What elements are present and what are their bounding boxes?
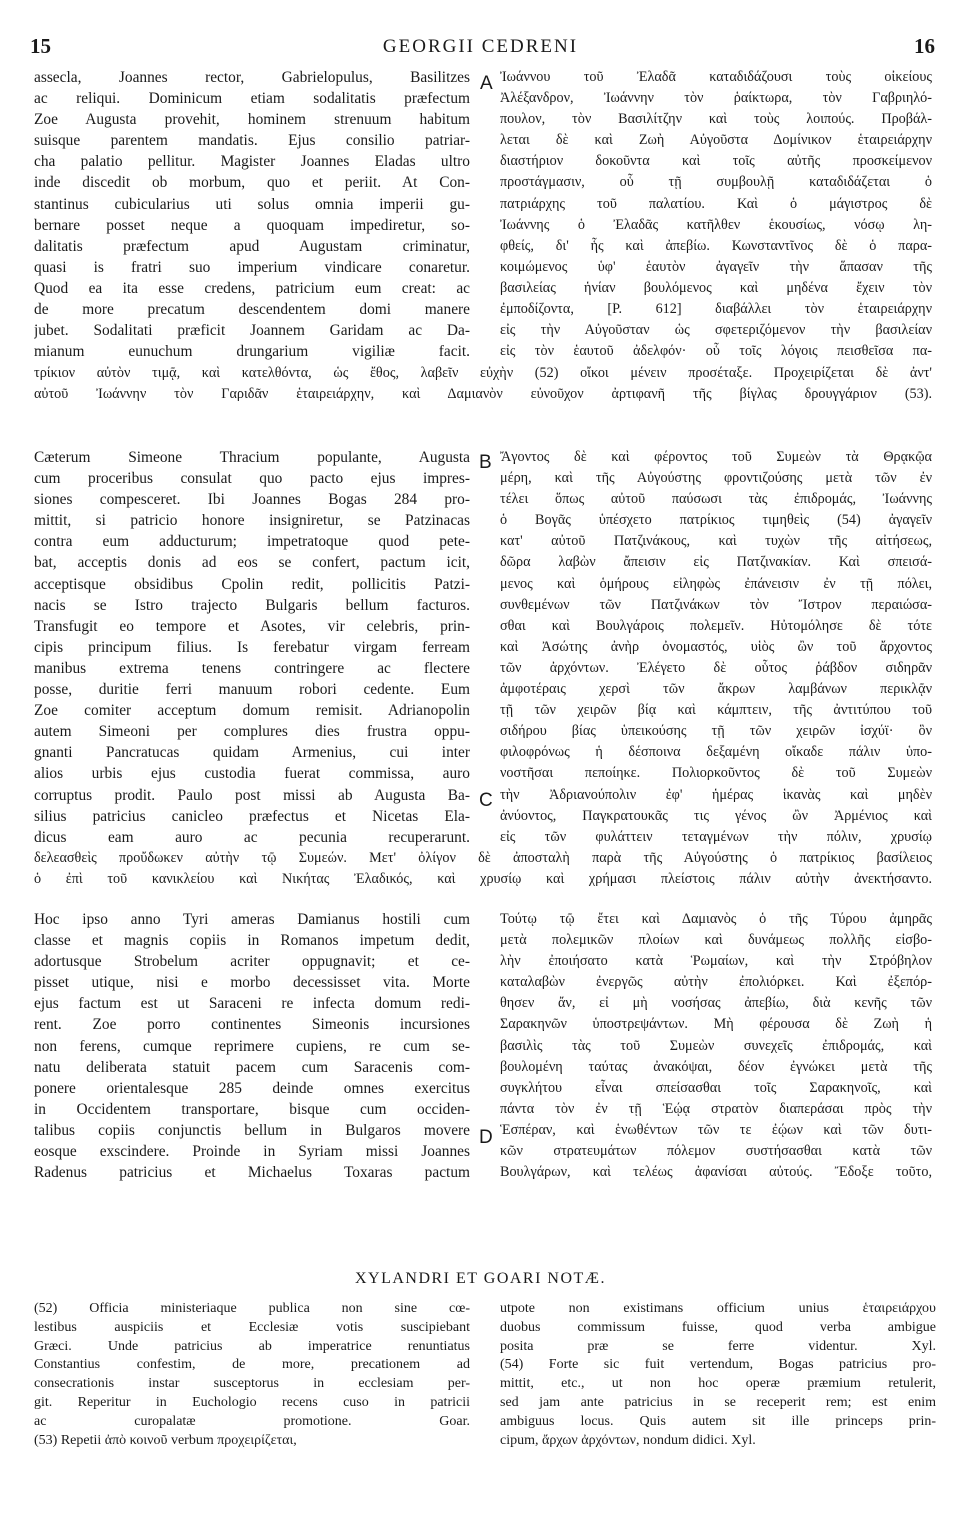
greek-text-line: τῶν ἀρχόντων. Ἐλέγετο δὲ οὗτος ῥάβδον σιδηρᾶν bbox=[500, 659, 932, 676]
margin-marker-c: C bbox=[479, 790, 493, 811]
greek-fullwidth-section-2 bbox=[34, 848, 932, 890]
greek-text-line: Ἄγοντος δὲ καὶ φέροντος τοῦ Συμεὼν τὰ Θρᾳκῷα bbox=[500, 449, 932, 465]
latin-text-line: cum proceribus consulat quo pacto ejus impres- bbox=[34, 470, 470, 488]
latin-text-line: mianum eunuchum drungarium vigiliæ facit. bbox=[34, 343, 470, 361]
latin-text-line: assecla, Joannes rector, Gabrielopulus, Basilitzes bbox=[34, 69, 470, 86]
greek-text-line: Ἀλέξανδρον, Ἰωάννην τὸν ῥαίκτωρα, τὸν Γαβριηλό- bbox=[500, 90, 932, 107]
greek-text-line: ὁ Βογᾶς ὑπέσχετο πατρίκιος τιμηθεὶς (54) ἀγαγεῖν bbox=[500, 512, 932, 529]
latin-text-line: acceptisque obsidibus Cpolin redit, pollicitis Patzi- bbox=[34, 575, 470, 593]
greek-text-line: μετὰ πολεμικῶν πλοίων καὶ δυνάμεως πολλῆς εἰσβο- bbox=[500, 932, 932, 949]
greek-text-line: τῇ τῶν χειρῶν βίᾳ καὶ κάμπτειν, τῆς ἀντιτύπου τοῦ bbox=[500, 702, 932, 719]
note-text-line: cipum, ἄρχων ἀρχόντων, nondum didici. Xyl. bbox=[500, 1432, 756, 1448]
greek-text-line: συγκλήτου εἶναι σπείσασθαι τοῖς Σαρακηνοῖς, καὶ bbox=[500, 1079, 932, 1096]
latin-text-line: Zoe Augusta provehit, hominem strenuum habitum bbox=[34, 111, 470, 129]
note-text-line: ac curopalatæ promotione. Goar. bbox=[34, 1413, 470, 1429]
note-text-line: Constantius confestim, de more, precationem ad bbox=[34, 1357, 470, 1373]
latin-text-line: in Occidentem transportare, bisque cum occiden- bbox=[34, 1100, 470, 1118]
latin-text-line: eosque exscindere. Proinde in Syriam missi Joannes bbox=[34, 1143, 470, 1161]
latin-text-line: cipis principum filius. Is ferebatur virgam ferream bbox=[34, 638, 470, 656]
latin-text-line: natu deliberata statuit pacem cum Saracenis com- bbox=[34, 1058, 470, 1076]
latin-text-line: pisset utique, nisi e morbo decessisset vita. Morte bbox=[34, 974, 470, 992]
greek-text-line: λὴν ἐποιήσατο κατὰ Ῥωμαίων, καὶ τὴν Στρόβηλον bbox=[500, 953, 932, 970]
page-title: GEORGII CEDRENI bbox=[382, 36, 579, 57]
note-text-line: duobus commissum fuisse, quod verba ambigue bbox=[500, 1319, 936, 1335]
greek-text-line: ἐμποδίζοντα, [P. 612] διαβάλλει τὸν ἑταιρειάρχην bbox=[500, 301, 932, 318]
margin-marker-b: B bbox=[479, 452, 492, 473]
latin-text-line: adortusque Strobelum acriter oppugnavit; et ce- bbox=[34, 953, 470, 971]
greek-text-line: τὴν Ἀδριανούπολιν ἐφ' ἡμέρας ἱκανὰς καὶ μηδὲν bbox=[500, 786, 932, 803]
greek-text-line: βασιλὶς τὰς τοῦ Συμεὼν συνεχεῖς ἐπιδρομάς, καὶ bbox=[500, 1037, 932, 1054]
latin-text-line: Cæterum Simeone Thracium populante, Augusta bbox=[34, 449, 470, 466]
note-text-line: (53) Repetii ἀπὸ κοινοῦ verbum προχειρίζεται, bbox=[34, 1432, 297, 1448]
latin-text-line: Zoe comiter acceptum domum remisit. Adrianopolin bbox=[34, 702, 470, 720]
greek-text-line: δελεασθεὶς προὔδωκεν αὐτὴν τῷ Συμεών. Μετ' ὀλίγον δὲ ἀποσταλὴ παρὰ τῆς Αὐγούστης ὁ πατρίκιος βασίλειος bbox=[34, 850, 932, 866]
page-number-right: 16 bbox=[914, 34, 935, 58]
greek-text-line: φιλοφρόνως ἡ δέσποινα δεξαμένη οἴκαδε πάλιν ὑπο- bbox=[500, 744, 932, 761]
latin-text-line: classe et magnis copiis in Romanos impetum dedit, bbox=[34, 932, 470, 950]
latin-text-line: inde discedit ob morbum, quo et periit. At Con- bbox=[34, 174, 470, 192]
greek-text-line: Ἑσπέραν, καὶ ἑνωθέντων τῶν τε ἐῴων καὶ τῶν δυτι- bbox=[500, 1121, 932, 1138]
latin-text-line: quasi is fratri suo imperium vindicare conaretur. bbox=[34, 258, 470, 276]
greek-column-section-1 bbox=[500, 67, 932, 362]
greek-text-line: βουλομένη ταύτας ἀνακόψαι, δέον ἐγνώκει μετὰ τῆς bbox=[500, 1058, 932, 1075]
latin-text-line: nacis se Istro trajecto Bulgaris bellum facturos. bbox=[34, 596, 470, 614]
greek-text-line: Ἰωάννου τοῦ Ἐλαδᾶ καταδιδάζουσι τοὺς οἰκείους bbox=[500, 69, 932, 85]
note-text-line: (54) Forte sic fuit vertendum, Bogas patricius pro- bbox=[500, 1357, 936, 1373]
running-header bbox=[14, 34, 947, 60]
latin-text-line: ponere orientalesque 285 deinde omnes exercitus bbox=[34, 1079, 470, 1097]
greek-text-line: σιδήρου βίας ὑπεικούσης τῇ τῶν χειρῶν ἰσχύϊ· ὃν bbox=[500, 723, 932, 740]
latin-text-line: Quod ea ita esse credens, patricium eum creat: ac bbox=[34, 279, 470, 297]
latin-text-line: dalitatis præfectum apud Augustam criminatur, bbox=[34, 237, 470, 255]
latin-text-line: silius patricius canicleo præfectus et Nicetas Ela- bbox=[34, 807, 470, 825]
latin-text-line: dicus eam auro ac pecunia recuperarunt. bbox=[34, 828, 470, 846]
greek-text-line: κοιμώμενος ὑφ' ἑαυτὸν ἀγαγεῖν τὴν ἅπασαν τῆς bbox=[500, 258, 932, 275]
greek-text-line: θησεν ἄν, εἰ μὴ νοσήσας ἀπεβίω, διὰ κενῆς τῶν bbox=[500, 995, 932, 1012]
latin-text-line: ejus factum est ut Saraceni re infecta domum redi- bbox=[34, 995, 470, 1013]
greek-text-line: ἀνύοντος, Παγκρατουκᾶς τις γένος ὢν Ἀρμένιος καὶ bbox=[500, 807, 932, 824]
latin-text-line: autem Simeoni per complures dies frustra oppu- bbox=[34, 723, 470, 741]
greek-fullwidth-section-1 bbox=[34, 363, 932, 405]
latin-text-line: gnanti Pancratucas quidam Armenius, cui inter bbox=[34, 744, 470, 762]
latin-text-line: de more precatum descendentem domi manere bbox=[34, 301, 470, 319]
greek-text-line: πατριάρχης τοῦ παλατίου. Καὶ ὁ μάγιστρος δὲ bbox=[500, 195, 932, 212]
greek-text-line: νοστῆσαι πεποίηκε. Πολιορκοῦντος δὲ τοῦ Συμεὼν bbox=[500, 765, 932, 782]
note-text-line: consecrationis instar susceptorus in ecclesiam per- bbox=[34, 1376, 470, 1392]
greek-text-line: ὁ ἐπὶ τοῦ κανικλείου καὶ Νικήτας Ἐλαδικός, καὶ χρυσίῳ καὶ χρήμασι πλείστοις πάλιν αὐτὴν ἀνεκτήσαντο. bbox=[34, 871, 932, 888]
latin-text-line: posse, duritie ferri manuum robori cedente. Eum bbox=[34, 681, 470, 699]
greek-text-line: δῶρα λαβὼν ἄπεισιν εἰς Πατζινακίαν. Καὶ σπεισά- bbox=[500, 554, 932, 571]
latin-text-line: corruptus prodit. Paulo post missi ab Augusta Ba- bbox=[34, 786, 470, 804]
latin-text-line: mittit, si patricio honore insigniretur, se Patzinacas bbox=[34, 512, 470, 530]
latin-text-line: siones compesceret. Ibi Joannes Bogas 284 pro- bbox=[34, 491, 470, 509]
latin-text-line: cha palatio pellitur. Magister Joannes Eladas ultro bbox=[34, 153, 470, 171]
note-text-line: Græci. Unde patricius ab imperatrice renuntiatus bbox=[34, 1338, 470, 1354]
greek-text-line: Ἰωάννης ὁ Ἐλαδᾶς κατῆλθεν ἑκουσίως, νόσῳ λη- bbox=[500, 216, 932, 233]
latin-column-section-2 bbox=[34, 447, 470, 848]
latin-text-line: alios urbis ejus custodia fuerat commissa, auro bbox=[34, 765, 470, 783]
note-text-line: ambiguus locus. Quis autem sit ille princeps prin- bbox=[500, 1413, 936, 1429]
greek-text-line: συνθεμένων τῶν Πατζινάκων τὸν Ἴστρον περαιώσα- bbox=[500, 596, 932, 613]
latin-column-section-3 bbox=[34, 909, 470, 1183]
latin-text-line: non ferens, cumque reprimere cupiens, re cum se- bbox=[34, 1037, 470, 1055]
greek-text-line: πάντα τὸν ἐν τῇ Ἑῴᾳ στρατὸν διαπεράσαι πρὸς τὴν bbox=[500, 1100, 932, 1117]
greek-text-line: μενος καὶ ὁμήρους εἰληφὼς ἐπάνεισιν ἐν τῇ πόλει, bbox=[500, 575, 932, 592]
greek-text-line: τρίκιον αὐτὸν τιμᾷ, καὶ κατελθόντα, ὡς ἔθος, λαβεῖν εὐχὴν (52) οἴκοι μένειν προσέταξε. Προχειρίζεται δὲ ἀντ' bbox=[34, 365, 932, 381]
greek-text-line: κατ' αὐτοῦ Πατζινάκους, καὶ τυχὼν τῆς αἰτήσεως, bbox=[500, 533, 932, 550]
greek-text-line: Τούτῳ τῷ ἔτει καὶ Δαμιανὸς ὁ τῆς Τύρου ἀμηρᾶς bbox=[500, 911, 932, 927]
margin-marker-d: D bbox=[479, 1127, 493, 1148]
latin-text-line: jubet. Sodalitati præficit Joannem Garidam ac Da- bbox=[34, 322, 470, 340]
latin-text-line: talibus copiis conjunctis bellum in Bulgaros movere bbox=[34, 1121, 470, 1139]
greek-text-line: εἰς τὴν Αὐγοῦσταν ὡς σφετεριζόμενον τὴν βασιλείαν bbox=[500, 322, 932, 339]
note-text-line: git. Reperitur in Euchologio recens cuso in patricii bbox=[34, 1394, 470, 1410]
latin-text-line: rent. Zoe porro continentes Simeonis incursiones bbox=[34, 1016, 470, 1034]
greek-text-line: καὶ Ἀσώτης ἀνὴρ ὀνομαστός, υἱὸς ὢν τοῦ ἄρχοντος bbox=[500, 638, 932, 655]
latin-column-section-1 bbox=[34, 67, 470, 362]
greek-text-line: Βουλγάρων, καὶ τελέως ἀφανίσαι αὐτούς. Ἔδοξε τοῦτο, bbox=[500, 1164, 932, 1181]
latin-text-line: ac reliqui. Dominicum etiam sodalitatis præfectum bbox=[34, 90, 470, 108]
greek-text-line: μέρη, καὶ τῆς Αὐγούστης φροντιζούσης μετὰ τῶν ἐν bbox=[500, 470, 932, 487]
greek-text-line: φθείς, δι' ἧς καὶ ἀπεβίω. Κωνσταντῖνος δὲ ὁ παρα- bbox=[500, 237, 932, 254]
latin-text-line: contra eum adducturum; impetratoque quod pete- bbox=[34, 533, 470, 551]
latin-text-line: Transfugit eo tempore et Asotes, vir celebris, prin- bbox=[34, 617, 470, 635]
greek-text-line: λεται δὲ καὶ Ζωὴ Αὐγοῦστα Δομίνικον ἑταιρειάρχην bbox=[500, 132, 932, 149]
greek-text-line: ἀμφοτέραις χερσὶ τῶν ἄκρων λαμβάνων περικλᾷν bbox=[500, 681, 932, 698]
latin-text-line: suisque parentem mandatis. Ejus consilio patriar- bbox=[34, 132, 470, 150]
note-text-line: mittit, etc., ut non hoc operæ præmium retulerit, bbox=[500, 1376, 936, 1392]
latin-text-line: bat, acceptis donis ad eos se confert, pactum icit, bbox=[34, 554, 470, 572]
greek-text-line: σθαι καὶ Βουλγάροις πολεμεῖν. Ηὐτομόλησε δὲ τότε bbox=[500, 617, 932, 634]
greek-text-line: κῶν στρατευμάτων πόλεμον συστήσασθαι κατὰ τῶν bbox=[500, 1143, 932, 1160]
greek-column-section-2 bbox=[500, 447, 932, 848]
note-text-line: sed jam ante patricius in se receperit rem; est enim bbox=[500, 1394, 936, 1410]
note-text-line: posita præ se ferre videntur. Xyl. bbox=[500, 1338, 936, 1354]
page-number-left: 15 bbox=[30, 34, 51, 58]
note-text-line: utpote non existimans officium unius ἑταιρειάρχου bbox=[500, 1301, 936, 1316]
greek-text-line: βασιλείας ἡνίαν βουλόμενος καὶ μηδένα ἔχειν τὸν bbox=[500, 279, 932, 296]
greek-column-section-3 bbox=[500, 909, 932, 1183]
notes-title: XYLANDRI ET GOARI NOTÆ. bbox=[354, 1270, 607, 1287]
latin-text-line: Radenus patricius et Michaelus Toxaras pactum bbox=[34, 1164, 470, 1182]
latin-text-line: manibus extrema tenens contringere ac flectere bbox=[34, 659, 470, 677]
margin-marker-a: A bbox=[480, 73, 493, 94]
latin-text-line: bernare posset neque a quoquam impediretur, so- bbox=[34, 216, 470, 234]
greek-text-line: εἰς τὸν ἑαυτοῦ ἀδελφόν· οὗ τοῖς λόγοις πεισθεῖσα πα- bbox=[500, 343, 932, 360]
note-text-line: (52) Officia ministeriaque publica non sine cœ- bbox=[34, 1301, 470, 1316]
notes-right-column bbox=[500, 1300, 936, 1450]
greek-text-line: αὐτοῦ Ἰωάννην τὸν Γαριδᾶν ἑταιρειάρχην, καὶ Δαμιανὸν εὐνοῦχον ἀρτιφανῆ τῆς βίγλας δρουγγάριον (53). bbox=[34, 386, 932, 403]
greek-text-line: διαστήριον δοκοῦντα καὶ τοῖς αὐτῆς προσκείμενον bbox=[500, 153, 932, 170]
greek-text-line: προστάγμασιν, οὗ τῇ συμβουλῇ καταδιδάζεται ὁ bbox=[500, 174, 932, 191]
latin-text-line: stantinus cubicularius uti solus omnia imperii gu- bbox=[34, 195, 470, 213]
notes-left-column bbox=[34, 1300, 470, 1450]
greek-text-line: τέλει ὅπως αὐτοῦ παύσωσι τὰς ἐπιδρομάς, Ἰωάννης bbox=[500, 491, 932, 508]
greek-text-line: καταλαβὼν ἐνεργῶς αὐτὴν ἐπολιόρκει. Καὶ ἐξεπόρ- bbox=[500, 974, 932, 991]
note-text-line: lestibus auspiciis et Ecclesiæ votis suscipiebant bbox=[34, 1319, 470, 1335]
greek-text-line: Σαρακηνῶν ὑποστρεψάντων. Μὴ φέρουσα δὲ Ζωὴ ἡ bbox=[500, 1016, 932, 1033]
greek-text-line: πουλον, τὸν Βασιλίτζην καὶ τοὺς λοιπούς. Προβάλ- bbox=[500, 111, 932, 128]
greek-text-line: εἰς τῶν φυλάττειν τεταγμένων τὴν πόλιν, χρυσίῳ bbox=[500, 828, 932, 845]
latin-text-line: Hoc ipso anno Tyri ameras Damianus hostili cum bbox=[34, 911, 470, 928]
